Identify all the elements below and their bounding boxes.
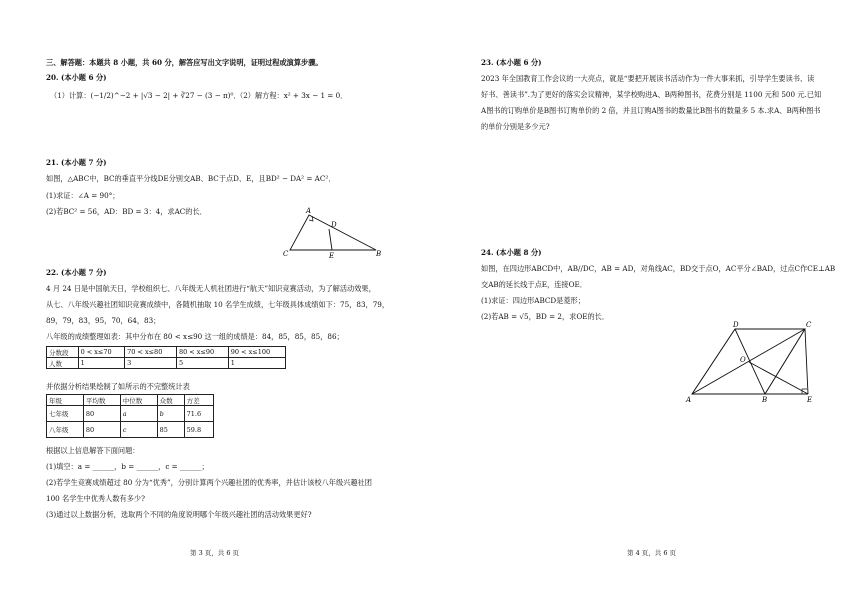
- q24-line2: 交AB的延长线于点E，连接OE．: [481, 280, 587, 289]
- q20-title: 20. (本小题 6 分): [46, 73, 107, 82]
- q23-line1: 2023 年全国教育工作会议的一大亮点，就是“要把开展读书活动作为一件大事来抓，引导学生要读书、读: [481, 74, 815, 83]
- stats-cell: 80: [83, 406, 120, 422]
- page-footer: 第 3 页，共 6 页: [190, 549, 240, 557]
- label-A: A: [686, 396, 692, 404]
- stats-cell: c: [120, 422, 157, 438]
- stats-table: [46, 394, 214, 438]
- q24-part1: (1)求证：四边形ABCD是菱形；: [481, 296, 585, 305]
- q22-prompt: 根据以上信息解答下面问题：: [46, 446, 140, 455]
- dist-header: 80 < x≤90: [176, 347, 228, 358]
- q23-line3: A图书的订购单价是B图书订购单价的 2 倍，并且订购A图书的数量比B图书的数量多 5 本.求A、B两种图书: [481, 106, 821, 115]
- q21-part2: (2)若BC² = 56，AD：BD = 3：4，求AC的长．: [46, 207, 207, 216]
- stats-header: 年级: [47, 395, 84, 406]
- q21-part1: (1)求证：∠A = 90°；: [46, 191, 120, 200]
- dist-header: 分数段: [47, 347, 79, 358]
- q23-line4: 的单价分别是多少元?: [481, 122, 550, 131]
- label-D: D: [331, 221, 337, 229]
- q22-part1: (1)填空：a = ______，b = ______，c = ______；: [46, 462, 209, 471]
- page-footer: 第 4 页，共 6 页: [627, 549, 677, 557]
- triangle-figure: [280, 205, 380, 260]
- stats-cell: 八年级: [47, 422, 84, 438]
- label-C: C: [283, 250, 289, 258]
- stats-header: 众数: [157, 395, 184, 406]
- stats-header: 平均数: [83, 395, 120, 406]
- label-C: C: [806, 321, 812, 329]
- q23-title: 23. (本小题 6 分): [481, 58, 542, 67]
- rhombus-figure: [680, 322, 820, 407]
- label-O: O: [740, 356, 746, 364]
- q22-stem3: 89，79，83，95，70，64，83；: [46, 316, 161, 325]
- distribution-table: [46, 346, 286, 369]
- stats-cell: 59.8: [184, 422, 213, 438]
- dist-cell: 1: [78, 358, 125, 369]
- stats-cell: 七年级: [47, 406, 84, 422]
- right-page: [430, 0, 860, 608]
- q22-part2a: (2)若学生竞赛成绩超过 80 分为“优秀”，分别计算两个兴趣社团的优秀率，并估计该校八年级兴趣社团: [46, 478, 372, 487]
- dist-header: 90 < x≤100: [228, 347, 285, 358]
- q22-stem2: 从七、八年级兴趣社团知识竞赛成绩中，各随机抽取 10 名学生成绩，七年级具体成绩如下：75，83，79，: [46, 300, 390, 309]
- q22-stem4: 八年级的成绩整理如表：其中分布在 80 < x≤90 这一组的成绩是：84，85，85，85，86；: [46, 332, 344, 341]
- stats-cell: 71.6: [184, 406, 213, 422]
- dist-row-label: 人数: [47, 358, 79, 369]
- stats-cell: a: [120, 406, 157, 422]
- dist-cell: 1: [228, 358, 285, 369]
- stats-cell: b: [157, 406, 184, 422]
- label-E: E: [807, 396, 813, 404]
- stats-header: 中位数: [120, 395, 157, 406]
- dist-header: 0 < x≤70: [78, 347, 125, 358]
- dist-cell: 3: [125, 358, 177, 369]
- stats-cell: 80: [83, 422, 120, 438]
- q22-part3: (3)通过以上数据分析，选取两个不同的角度说明哪个年级兴趣社团的活动效果更好?: [46, 510, 312, 519]
- q21-stem: 如图，△ABC中，BC的垂直平分线DE分别交AB、BC于点D、E，且BD² − DA² = AC²．: [46, 174, 336, 183]
- label-E: E: [329, 252, 335, 260]
- dist-header: 70 < x≤80: [125, 347, 177, 358]
- label-A: A: [306, 207, 312, 215]
- label-B: B: [376, 250, 382, 258]
- q21-title: 21. (本小题 7 分): [46, 158, 107, 167]
- q22-stem5: 并依据分析结果绘制了如所示的不完整统计表: [46, 382, 190, 391]
- label-B: B: [762, 396, 768, 404]
- q24-title: 24. (本小题 8 分): [481, 248, 542, 257]
- label-D: D: [733, 321, 739, 329]
- q20-part1: （1）计算：(−1/2)^−2 + |√3 − 2| + ∛27 − (3 − π)⁰．: [50, 91, 241, 100]
- q20-part2: （2）解方程：x² + 3x − 1 = 0．: [236, 91, 348, 100]
- q23-line2: 好书、善读书”.为了更好的落实会议精神，某学校购进A、B两种图书，花费分别是 1100 元和 500 元.已知: [481, 90, 822, 99]
- dist-cell: 5: [176, 358, 228, 369]
- q22-part2b: 100 名学生中优秀人数有多少?: [46, 494, 145, 503]
- q24-part2: (2)若AB = √5，BD = 2，求OE的长．: [481, 312, 610, 321]
- q22-title: 22. (本小题 7 分): [46, 268, 107, 277]
- q22-stem1: 4 月 24 日是中国航天日，学校组织七、八年级无人机社团进行“航天”知识竞赛活动，为了解活动效果，: [46, 284, 376, 293]
- section-header: 三、解答题：本题共 8 小题，共 60 分，解答应写出文字说明，证明过程或演算步骤。: [46, 58, 323, 67]
- q24-line1: 如图，在四边形ABCD中，AB//DC，AB = AD，对角线AC，BD交于点O，AC平分∠BAD，过点C作CE⊥AB: [481, 264, 836, 273]
- stats-cell: 85: [157, 422, 184, 438]
- stats-header: 方差: [184, 395, 213, 406]
